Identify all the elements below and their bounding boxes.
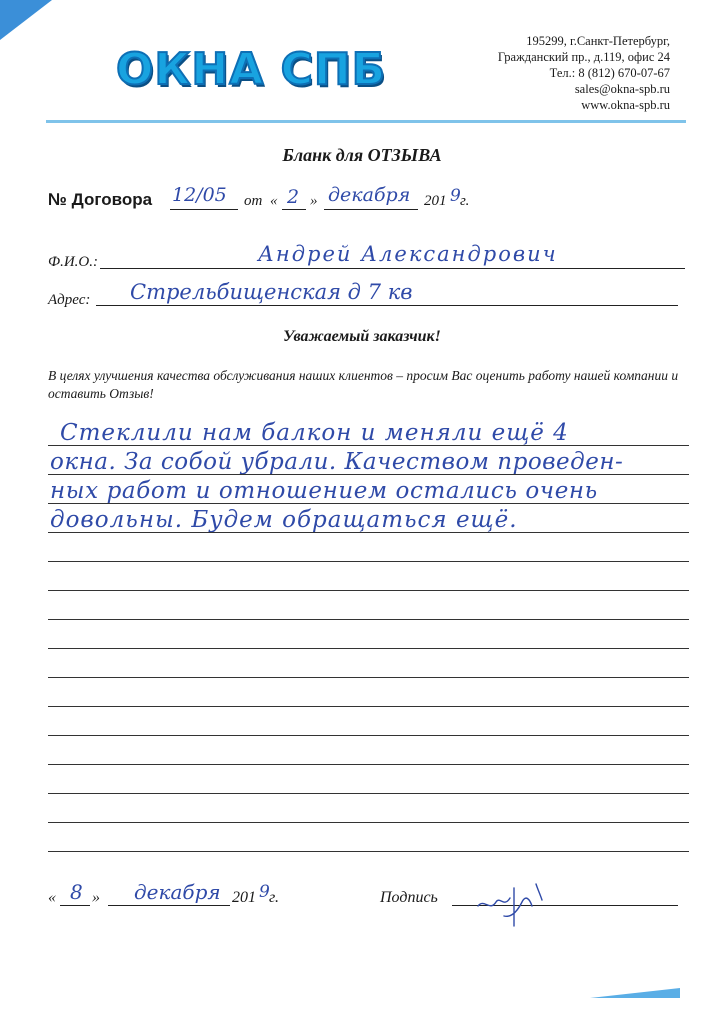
fio-label: Ф.И.О.: (48, 254, 98, 270)
phone-line: Тел.: 8 (812) 670-07-67 (549, 66, 670, 80)
footer-month-line (108, 905, 230, 906)
address-line: Гражданский пр., д.119, офис 24 (497, 50, 670, 64)
website-line: www.okna-spb.ru (581, 98, 670, 112)
review-line: довольны. Будем обращаться ещё. (50, 507, 518, 533)
address-line: 195299, г.Санкт-Петербург, (526, 34, 670, 48)
contract-number[interactable]: 12/05 (172, 184, 227, 206)
footer-year-prefix: 201 (232, 889, 256, 906)
ruled-line (48, 503, 689, 504)
greeting: Уважаемый заказчик! (283, 328, 441, 345)
ruled-line (48, 445, 689, 446)
company-contacts (498, 33, 670, 113)
ruled-line (48, 648, 689, 649)
ruled-line (48, 764, 689, 765)
review-line: Стеклили нам балкон и меняли ещё 4 (60, 420, 569, 446)
handwritten-signature (470, 876, 550, 936)
review-line: окна. За собой убрали. Качеством проведен- (50, 449, 624, 475)
year-suffix: г. (460, 193, 470, 209)
corner-decoration-bottom (590, 986, 680, 1000)
fio-value[interactable]: Андрей Александрович (258, 242, 558, 266)
ruled-line (48, 474, 689, 475)
address-line-field (96, 305, 678, 306)
footer-year-digit[interactable]: 9 (259, 882, 270, 902)
review-line: ных работ и отношением остались очень (50, 478, 598, 504)
date-open-quote: « (270, 193, 278, 209)
ruled-line (48, 851, 689, 852)
year-prefix: 201 (424, 193, 447, 209)
email-line: sales@okna-spb.ru (574, 82, 670, 96)
footer-month[interactable]: декабря (134, 880, 221, 904)
date-from-label: от (244, 193, 263, 209)
month-line (324, 209, 418, 210)
ruled-line (48, 822, 689, 823)
ruled-line (48, 735, 689, 736)
intro-text: В целях улучшения качества обслуживания наших клиентов – просим Вас оценить работу нашей компании и оставить Отзыв! (48, 368, 679, 401)
ruled-line (48, 793, 689, 794)
company-logo: ОКНА СПБ (116, 44, 387, 95)
date-close-quote: » (310, 193, 318, 209)
ruled-line (48, 706, 689, 707)
signature-label: Подпись (380, 889, 438, 906)
header-divider (46, 120, 686, 123)
footer-day[interactable]: 8 (70, 880, 83, 904)
footer-open-quote: « (48, 889, 56, 906)
footer-year-suffix: г. (269, 889, 280, 906)
footer-close-quote: » (92, 889, 100, 906)
ruled-line (48, 677, 689, 678)
ruled-line (48, 532, 689, 533)
footer-day-line (60, 905, 90, 906)
contract-label: № Договора (48, 190, 153, 209)
fio-line (100, 268, 685, 269)
ruled-line (48, 590, 689, 591)
ruled-line (48, 561, 689, 562)
address-value[interactable]: Стрельбищенская д 7 кв (130, 280, 413, 304)
day-line (282, 209, 306, 210)
form-title: Бланк для ОТЗЫВА (282, 145, 442, 165)
contract-month[interactable]: декабря (328, 184, 411, 206)
address-label: Адрес: (48, 292, 91, 308)
corner-decoration (0, 0, 52, 40)
contract-number-line (170, 209, 238, 210)
ruled-line (48, 619, 689, 620)
contract-day[interactable]: 2 (287, 186, 300, 208)
year-digit[interactable]: 9 (450, 186, 461, 206)
